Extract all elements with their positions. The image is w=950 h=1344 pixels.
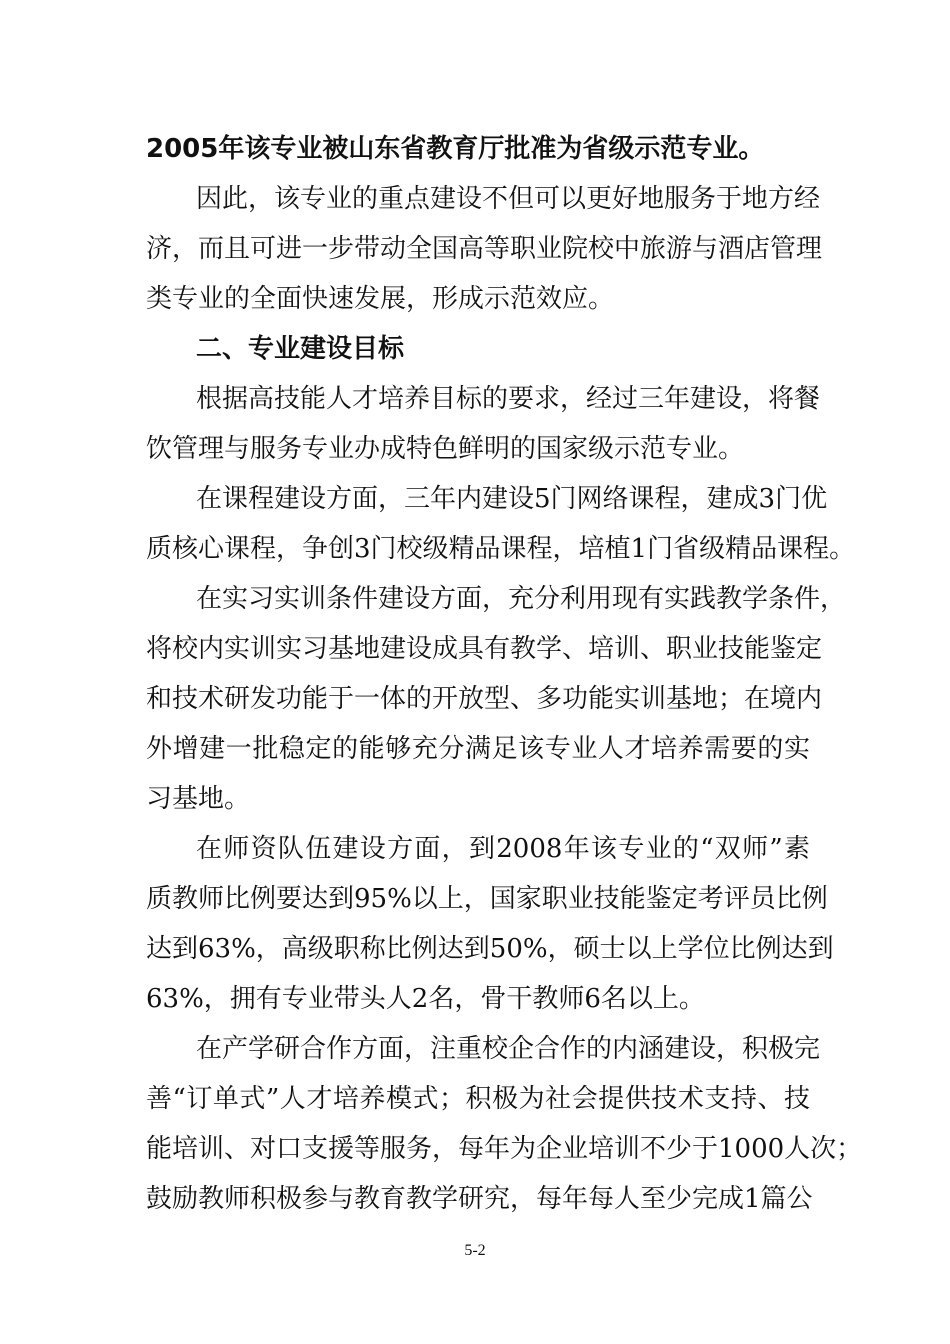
text-line: 在课程建设方面，三年内建设5门网络课程，建成3门优: [196, 484, 828, 514]
text-line: 在实习实训条件建设方面，充分利用现有实践教学条件，: [196, 584, 847, 614]
text-line: 将校内实训实习基地建设成具有教学、培训、职业技能鉴定: [146, 634, 823, 664]
text-line: 济，而且可进一步带动全国高等职业院校中旅游与酒店管理: [146, 234, 823, 264]
text-line: 饮管理与服务专业办成特色鲜明的国家级示范专业。: [146, 434, 745, 464]
text-line: 在产学研合作方面，注重校企合作的内涵建设，积极完: [196, 1034, 821, 1064]
text-line: 和技术研发功能于一体的开放型、多功能实训基地；在境内: [146, 684, 823, 714]
text-line: 2005年该专业被山东省教育厅批准为省级示范专业。: [146, 134, 765, 164]
text-line: 质核心课程，争创3门校级精品课程，培植1门省级精品课程。: [146, 534, 856, 564]
text-line: 在师资队伍建设方面，到2008年该专业的“双师”素: [196, 834, 810, 864]
text-line: 因此，该专业的重点建设不但可以更好地服务于地方经: [196, 184, 821, 214]
text-line: 根据高技能人才培养目标的要求，经过三年建设，将餐: [196, 384, 821, 414]
text-line: 63%，拥有专业带头人2名，骨干教师6名以上。: [146, 984, 705, 1014]
page-number: 5-2: [464, 1242, 486, 1259]
text-line: 鼓励教师积极参与教育教学研究，每年每人至少完成1篇公: [146, 1184, 813, 1214]
text-line: 善“订单式”人才培养模式；积极为社会提供技术支持、技: [146, 1084, 810, 1114]
text-line: 达到63%，高级职称比例达到50%，硕士以上学位比例达到: [146, 934, 834, 964]
text-line: 类专业的全面快速发展，形成示范效应。: [146, 284, 615, 314]
text-line: 外增建一批稳定的能够充分满足该专业人才培养需要的实: [146, 734, 810, 764]
text-line: 质教师比例要达到95%以上，国家职业技能鉴定考评员比例: [146, 884, 828, 914]
section-heading: 二、专业建设目标: [196, 334, 405, 364]
text-line: 习基地。: [146, 784, 251, 814]
text-line: 能培训、对口支援等服务，每年为企业培训不少于1000人次；: [146, 1134, 863, 1164]
